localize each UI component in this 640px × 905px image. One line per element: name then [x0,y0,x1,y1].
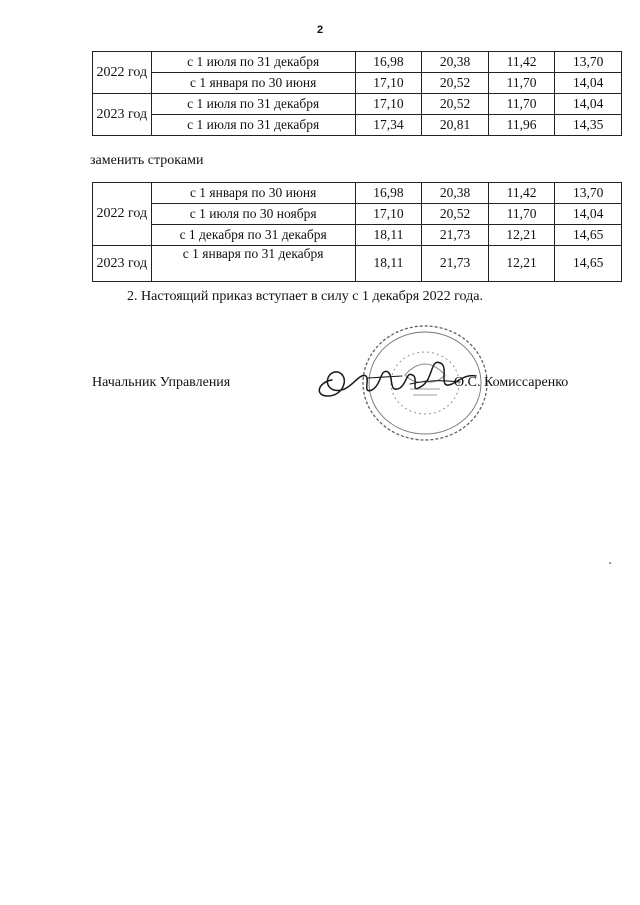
value-cell: 12,21 [488,225,555,246]
period-cell: с 1 января по 30 июня [151,73,355,94]
value-cell: 12,21 [488,246,555,282]
tariff-table-new [92,182,622,282]
value-cell: 11,70 [488,204,555,225]
value-cell: 21,73 [422,246,489,282]
value-cell: 11,42 [488,52,555,73]
signatory-name: О.С. Комиссаренко [454,375,569,390]
order-effective-text: 2. Настоящий приказ вступает в силу с 1 декабря 2022 года. [127,289,483,304]
value-cell: 14,04 [555,204,622,225]
value-cell: 20,52 [422,204,489,225]
table-row [93,225,622,246]
scan-speck [609,562,611,564]
signature-block [92,375,592,395]
value-cell: 11,96 [488,115,555,136]
value-cell: 14,65 [555,225,622,246]
year-cell: 2023 год [93,246,152,282]
period-cell: с 1 июля по 31 декабря [151,115,355,136]
value-cell: 20,38 [422,183,489,204]
value-cell: 20,38 [422,52,489,73]
value-cell: 14,65 [555,246,622,282]
replace-instruction: заменить строками [90,153,204,168]
period-cell: с 1 января по 31 декабря [151,246,355,282]
table-row [93,115,622,136]
period-cell: с 1 января по 30 июня [151,183,355,204]
table-row [93,94,622,115]
value-cell: 18,11 [355,225,422,246]
tariff-table-old [92,51,622,136]
period-cell: с 1 декабря по 31 декабря [151,225,355,246]
value-cell: 14,35 [555,115,622,136]
table-row [93,73,622,94]
value-cell: 18,11 [355,246,422,282]
period-cell: с 1 июля по 31 декабря [151,94,355,115]
value-cell: 13,70 [555,183,622,204]
value-cell: 20,81 [422,115,489,136]
value-cell: 11,70 [488,94,555,115]
period-cell: с 1 июля по 31 декабря [151,52,355,73]
period-cell: с 1 июля по 30 ноября [151,204,355,225]
value-cell: 11,70 [488,73,555,94]
value-cell: 17,10 [355,73,422,94]
value-cell: 14,04 [555,73,622,94]
value-cell: 17,10 [355,204,422,225]
signatory-title: Начальник Управления [92,375,231,390]
value-cell: 20,52 [422,94,489,115]
value-cell: 16,98 [355,183,422,204]
value-cell: 14,04 [555,94,622,115]
year-cell: 2022 год [93,183,152,246]
value-cell: 20,52 [422,73,489,94]
value-cell: 21,73 [422,225,489,246]
year-cell: 2022 год [93,52,152,94]
table-row [93,183,622,204]
value-cell: 16,98 [355,52,422,73]
table-row [93,204,622,225]
value-cell: 11,42 [488,183,555,204]
table-row [93,52,622,73]
page-number: 2 [316,24,324,36]
year-cell: 2023 год [93,94,152,136]
value-cell: 17,10 [355,94,422,115]
value-cell: 17,34 [355,115,422,136]
value-cell: 13,70 [555,52,622,73]
table-row [93,246,622,282]
